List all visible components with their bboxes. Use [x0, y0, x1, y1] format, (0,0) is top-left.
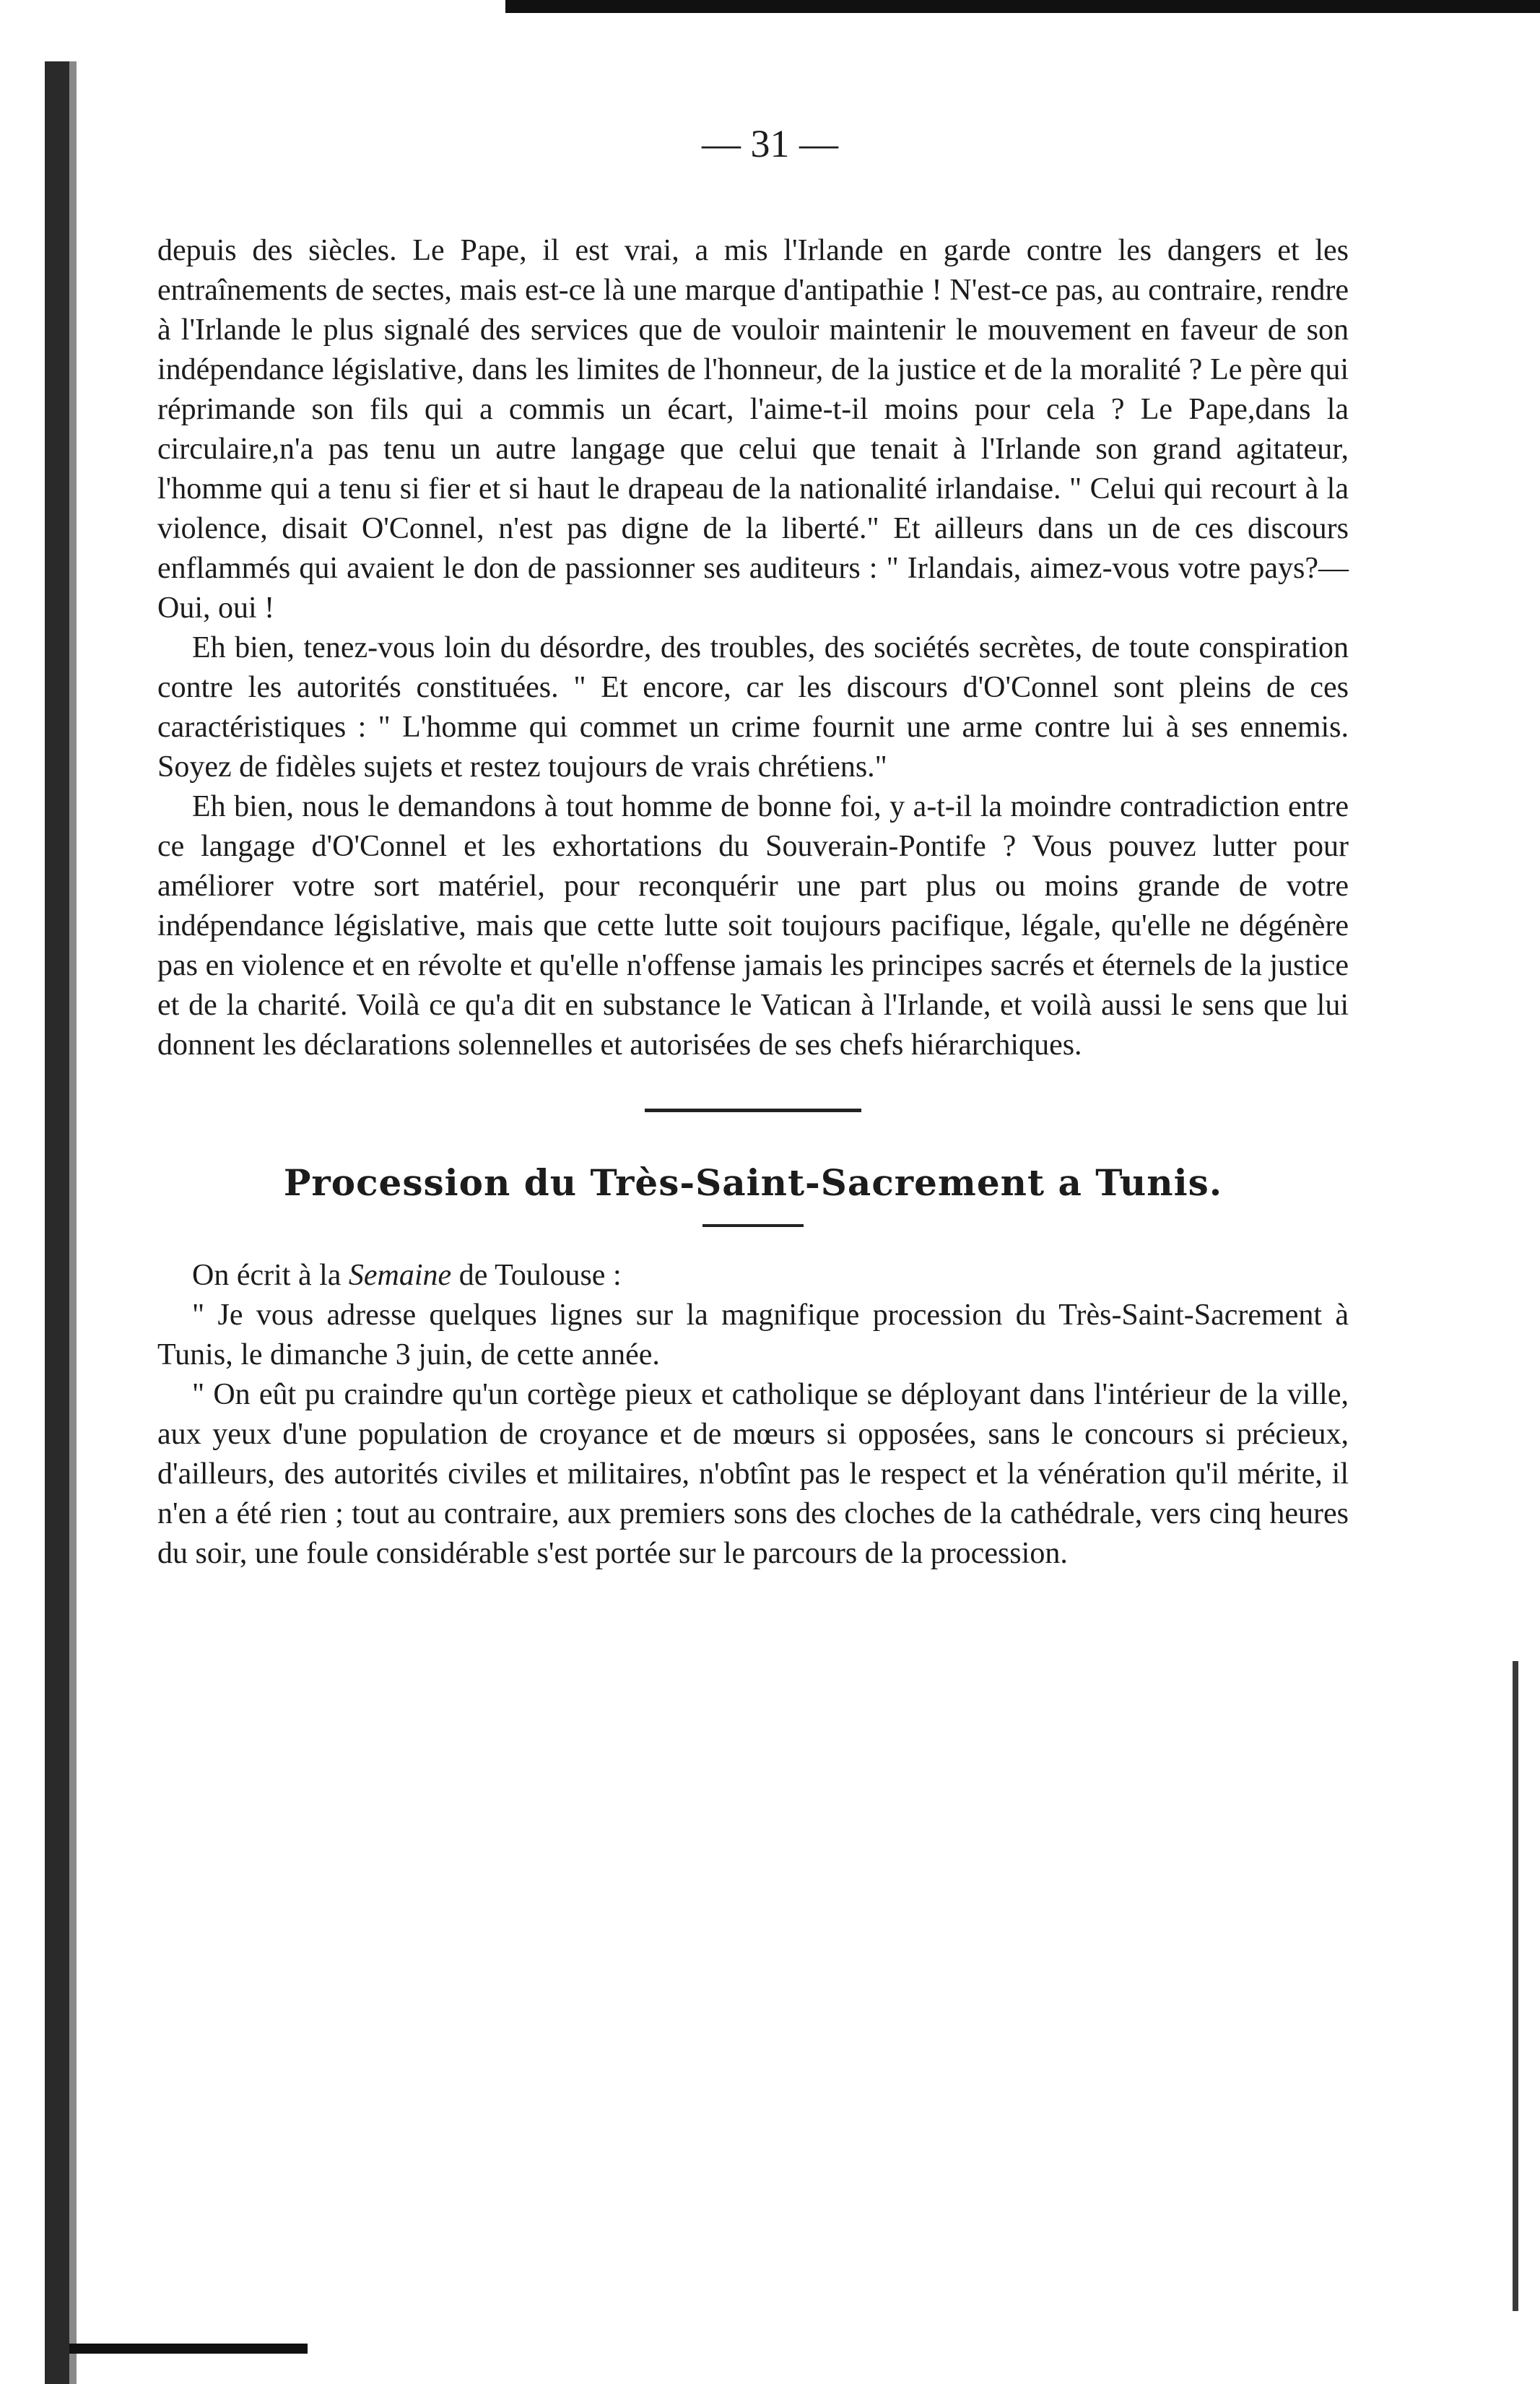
section-title: Procession du Très-Saint-Sacrement a Tunis. — [283, 1161, 1223, 1204]
paragraph-2: Eh bien, tenez-vous loin du désordre, des troubles, des sociétés secrètes, de toute conspiration contre les autorités constituées. " Et encore, car les discours d'O'Connel sont pleins de ces caractéristiques : " L'homme qui commet un crime fournit une arme contre lui à ses ennemis. Soyez de fidèles sujets et restez toujours de vrais chrétiens." — [157, 631, 1349, 784]
left-binding-edge — [69, 61, 77, 2384]
section-lead-pre: On écrit à la — [192, 1259, 349, 1292]
bottom-edge-mark — [69, 2344, 308, 2354]
section-paragraph-2: " On eût pu craindre qu'un cortège pieux et catholique se déployant dans l'intérieur de la ville, aux yeux d'une population de croyance et de mœurs si opposées, sans le concours si précieux, d'ailleurs, des autorités civiles et militaires, n'obtînt pas le respect et la vénération qu'il mérite, il n'en a été rien ; tout au contraire, aux premiers sons des cloches de la cathédrale, vers cinq heures du soir, une foule considérable s'est portée sur le parcours de la procession. — [157, 1378, 1349, 1570]
page-number: — 31 — — [702, 122, 838, 165]
right-edge-mark — [1513, 1661, 1518, 2311]
paragraph-3: Eh bien, nous le demandons à tout homme de bonne foi, y a-t-il la moindre contradiction entre ce langage d'O'Connel et les exhortations du Souverain-Pontife ? Vous pouvez lutter pour améliorer votre sort matériel, pour reconquérir une part plus ou moins grande de votre indépendance législative, mais que cette lutte soit toujours pacifique, légale, qu'elle ne dégénère pas en violence et en révolte et qu'elle n'offense jamais les principes sacrés et éternels de la justice et de la charité. Voilà ce qu'a dit en substance le Vatican à l'Irlande, et voilà aussi le sens que lui donnent les déclarations solennelles et autorisées de ses chefs hiérarchiques. — [157, 790, 1349, 1062]
section-paragraph-1: " Je vous adresse quelques lignes sur la magnifique procession du Très-Saint-Sacrement à Tunis, le dimanche 3 juin, de cette année. — [157, 1299, 1349, 1371]
section-divider — [645, 1109, 861, 1112]
left-binding-shadow — [45, 61, 69, 2384]
top-edge-rule — [505, 0, 1540, 13]
section-lead — [157, 1256, 1349, 1296]
title-underline — [702, 1224, 804, 1227]
section-lead-post: de Toulouse : — [451, 1259, 622, 1292]
page-content — [157, 231, 1349, 1574]
paragraph-1: depuis des siècles. Le Pape, il est vrai, a mis l'Irlande en garde contre les dangers et les entraînements de sectes, mais est-ce là une marque d'antipathie ! N'est-ce pas, au contraire, rendre à l'Irlande le plus signalé des services que de vouloir maintenir le mouvement en faveur de son indépendance législative, dans les limites de l'honneur, de la justice et de la moralité ? Le père qui réprimande son fils qui a commis un écart, l'aime-t-il moins pour cela ? Le Pape,dans la circulaire,n'a pas tenu un autre langage que celui que tenait à l'Irlande son grand agitateur, l'homme qui a tenu si fier et si haut le drapeau de la nationalité irlandaise. " Celui qui recourt à la violence, disait O'Connel, n'est pas digne de la liberté." Et ailleurs dans un de ces discours enflammés qui avaient le don de passionner ses auditeurs : " Irlandais, aimez-vous votre pays?—Oui, oui ! — [157, 234, 1349, 625]
section-lead-italic: Semaine — [348, 1259, 452, 1292]
